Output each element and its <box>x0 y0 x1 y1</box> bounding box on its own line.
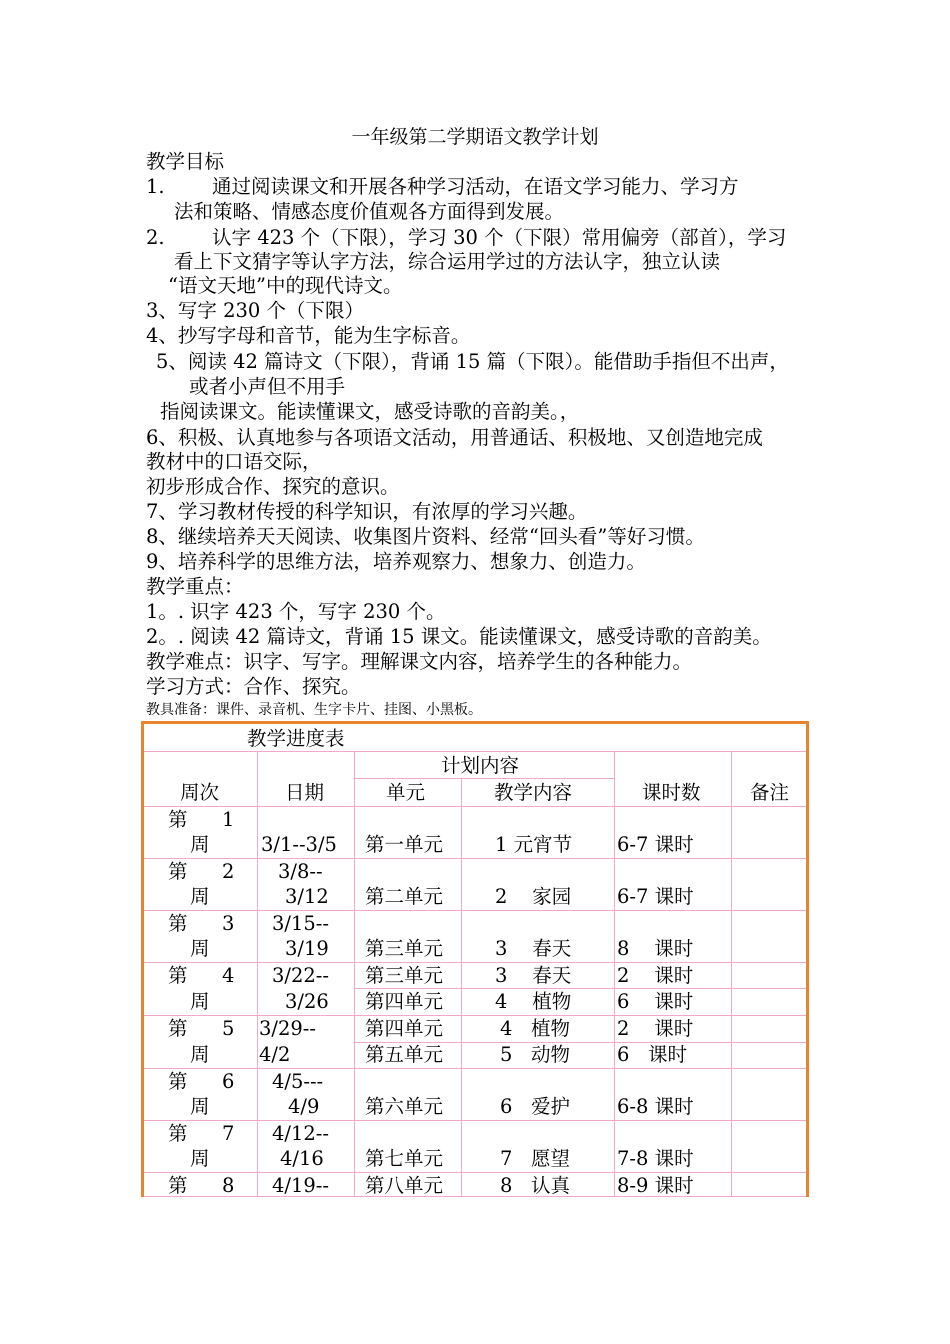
goal-5-line2: 或者小声但不用手 <box>189 375 346 398</box>
goal-1-line1: 通过阅读课文和开展各种学习活动，在语文学习能力、学习方 <box>212 175 739 198</box>
row-3-hours-2: 8 课时 <box>617 937 694 960</box>
goal-5-line1: 5、阅读 42 篇诗文（下限），背诵 15 篇（下限）。能借助手指但不出声， <box>156 350 789 373</box>
row-2-week-b: 周 <box>190 885 210 908</box>
row-2-content-2: 2 家园 <box>495 885 572 908</box>
row-8-week-n: 8 <box>222 1174 235 1197</box>
goals-heading: 教学目标 <box>146 150 225 173</box>
goal-6-line3: 初步形成合作、探究的意识。 <box>146 475 400 498</box>
row-2-hours-2: 6-7 课时 <box>617 885 694 908</box>
schedule-caption: 教学进度表 <box>247 727 345 750</box>
row-4-date-2: 3/26 <box>285 990 329 1013</box>
row-4-unit-2: 第四单元 <box>365 990 444 1013</box>
row-8-week-a: 第 <box>168 1174 188 1197</box>
row-8-date-1: 4/19-- <box>272 1174 329 1197</box>
goal-4: 4、抄写字母和音节，能为生字标音。 <box>146 324 471 347</box>
row-7-unit-2: 第七单元 <box>365 1147 444 1170</box>
row-7-date-2: 4/16 <box>280 1147 324 1170</box>
row-2-week-n: 2 <box>222 860 235 883</box>
row-6-week-n: 6 <box>222 1070 235 1093</box>
row-2-date-2: 3/12 <box>285 885 329 908</box>
row-1-week-n: 1 <box>222 808 235 831</box>
goal-8: 8、继续培养天天阅读、收集图片资料、经常“回头看”等好习惯。 <box>146 525 705 548</box>
row-6-hours-2: 6-8 课时 <box>617 1095 694 1118</box>
goal-1-line2: 法和策略、情感态度价值观各方面得到发展。 <box>174 200 565 223</box>
row-1-hours-2: 6-7 课时 <box>617 833 694 856</box>
row-5-unit-2: 第五单元 <box>365 1043 444 1066</box>
row-4-date-1: 3/22-- <box>272 964 329 987</box>
row-4-hours-1: 2 课时 <box>617 964 694 987</box>
key-point-2: 2。. 阅读 42 篇诗文，背诵 15 课文。能读懂课文，感受诗歌的音韵美。 <box>146 625 772 648</box>
row-8-hours-1: 8-9 课时 <box>617 1174 694 1197</box>
row-4-week-n: 4 <box>222 964 235 987</box>
row-4-content-2: 4 植物 <box>495 990 572 1013</box>
row-4-week-a: 第 <box>168 964 188 987</box>
header-date: 日期 <box>285 781 325 804</box>
goal-5-line3: 指阅读课文。能读懂课文，感受诗歌的音韵美。， <box>160 400 580 423</box>
row-5-date-1: 3/29-- <box>259 1017 316 1040</box>
row-7-week-b: 周 <box>190 1147 210 1170</box>
row-8-content-1: 8 认真 <box>500 1174 571 1197</box>
goal-2-line3: “语文天地”中的现代诗文。 <box>168 274 403 297</box>
goal-6-line2: 教材中的口语交际， <box>146 450 322 473</box>
row-7-content-2: 7 愿望 <box>500 1147 571 1170</box>
row-4-week-b: 周 <box>190 990 210 1013</box>
row-5-date-2: 4/2 <box>259 1043 291 1066</box>
row-5-unit-1: 第四单元 <box>365 1017 444 1040</box>
row-2-date-1: 3/8-- <box>278 860 323 883</box>
row-6-week-a: 第 <box>168 1070 188 1093</box>
row-5-hours-2: 6 课时 <box>617 1043 688 1066</box>
goal-2-line1: 认字 423 个（下限），学习 30 个（下限）常用偏旁（部首），学习 <box>212 226 787 249</box>
header-week: 周次 <box>180 781 220 804</box>
row-1-week-b: 周 <box>190 833 210 856</box>
row-4-content-1: 3 春天 <box>495 964 572 987</box>
row-7-week-a: 第 <box>168 1122 188 1145</box>
row-5-week-a: 第 <box>168 1017 188 1040</box>
key-point-1: 1。. 识字 423 个，写字 230 个。 <box>146 600 446 623</box>
goal-6-line1: 6、积极、认真地参与各项语文活动，用普通话、积极地、又创造地完成 <box>146 426 763 449</box>
row-2-week-a: 第 <box>168 860 188 883</box>
goal-9: 9、培养科学的思维方法，培养观察力、想象力、创造力。 <box>146 550 646 573</box>
key-points-heading: 教学重点： <box>146 575 244 598</box>
tools-line: 教具准备：课件、录音机、生字卡片、挂图、小黑板。 <box>146 702 482 718</box>
row-6-week-b: 周 <box>190 1095 210 1118</box>
row-4-unit-1: 第三单元 <box>365 964 444 987</box>
difficulty-line: 教学难点：识字、写字。理解课文内容，培养学生的各种能力。 <box>146 650 693 673</box>
header-note: 备注 <box>750 781 790 804</box>
row-7-hours-2: 7-8 课时 <box>617 1147 694 1170</box>
schedule-table <box>141 721 809 1197</box>
row-3-content-2: 3 春天 <box>495 937 572 960</box>
row-1-unit-2: 第一单元 <box>365 833 444 856</box>
row-6-content-2: 6 爱护 <box>500 1095 571 1118</box>
row-3-date-2: 3/19 <box>285 937 329 960</box>
row-3-unit-2: 第三单元 <box>365 937 444 960</box>
row-5-week-n: 5 <box>222 1017 235 1040</box>
goal-1-number: 1. <box>146 175 165 198</box>
goal-2-line2: 看上下文猜字等认字方法，综合运用学过的方法认字，独立认读 <box>174 250 721 273</box>
row-5-content-2: 5 动物 <box>500 1043 571 1066</box>
row-5-content-1: 4 植物 <box>500 1017 571 1040</box>
goal-7: 7、学习教材传授的科学知识，有浓厚的学习兴趣。 <box>146 500 588 523</box>
row-7-date-1: 4/12-- <box>272 1122 329 1145</box>
goal-2-number: 2. <box>146 226 165 249</box>
row-1-date-2: 3/1--3/5 <box>261 833 337 856</box>
row-2-unit-2: 第二单元 <box>365 885 444 908</box>
header-content: 教学内容 <box>494 781 573 804</box>
header-hours: 课时数 <box>642 781 701 804</box>
method-line: 学习方式：合作、探究。 <box>146 675 361 698</box>
goal-3: 3、写字 230 个（下限） <box>146 299 365 322</box>
row-5-hours-1: 2 课时 <box>617 1017 694 1040</box>
row-3-week-n: 3 <box>222 912 235 935</box>
row-1-week-a: 第 <box>168 808 188 831</box>
row-3-week-a: 第 <box>168 912 188 935</box>
row-3-date-1: 3/15-- <box>272 912 329 935</box>
row-3-week-b: 周 <box>190 937 210 960</box>
row-6-date-2: 4/9 <box>288 1095 320 1118</box>
row-6-unit-2: 第六单元 <box>365 1095 444 1118</box>
row-8-unit-1: 第八单元 <box>365 1174 444 1197</box>
row-7-week-n: 7 <box>222 1122 235 1145</box>
row-1-content-2: 1 元宵节 <box>495 833 573 856</box>
row-6-date-1: 4/5--- <box>272 1070 324 1093</box>
header-unit: 单元 <box>386 781 426 804</box>
row-4-hours-2: 6 课时 <box>617 990 694 1013</box>
page-title: 一年级第二学期语文教学计划 <box>351 126 599 148</box>
header-plan: 计划内容 <box>441 754 520 777</box>
row-5-week-b: 周 <box>190 1043 210 1066</box>
